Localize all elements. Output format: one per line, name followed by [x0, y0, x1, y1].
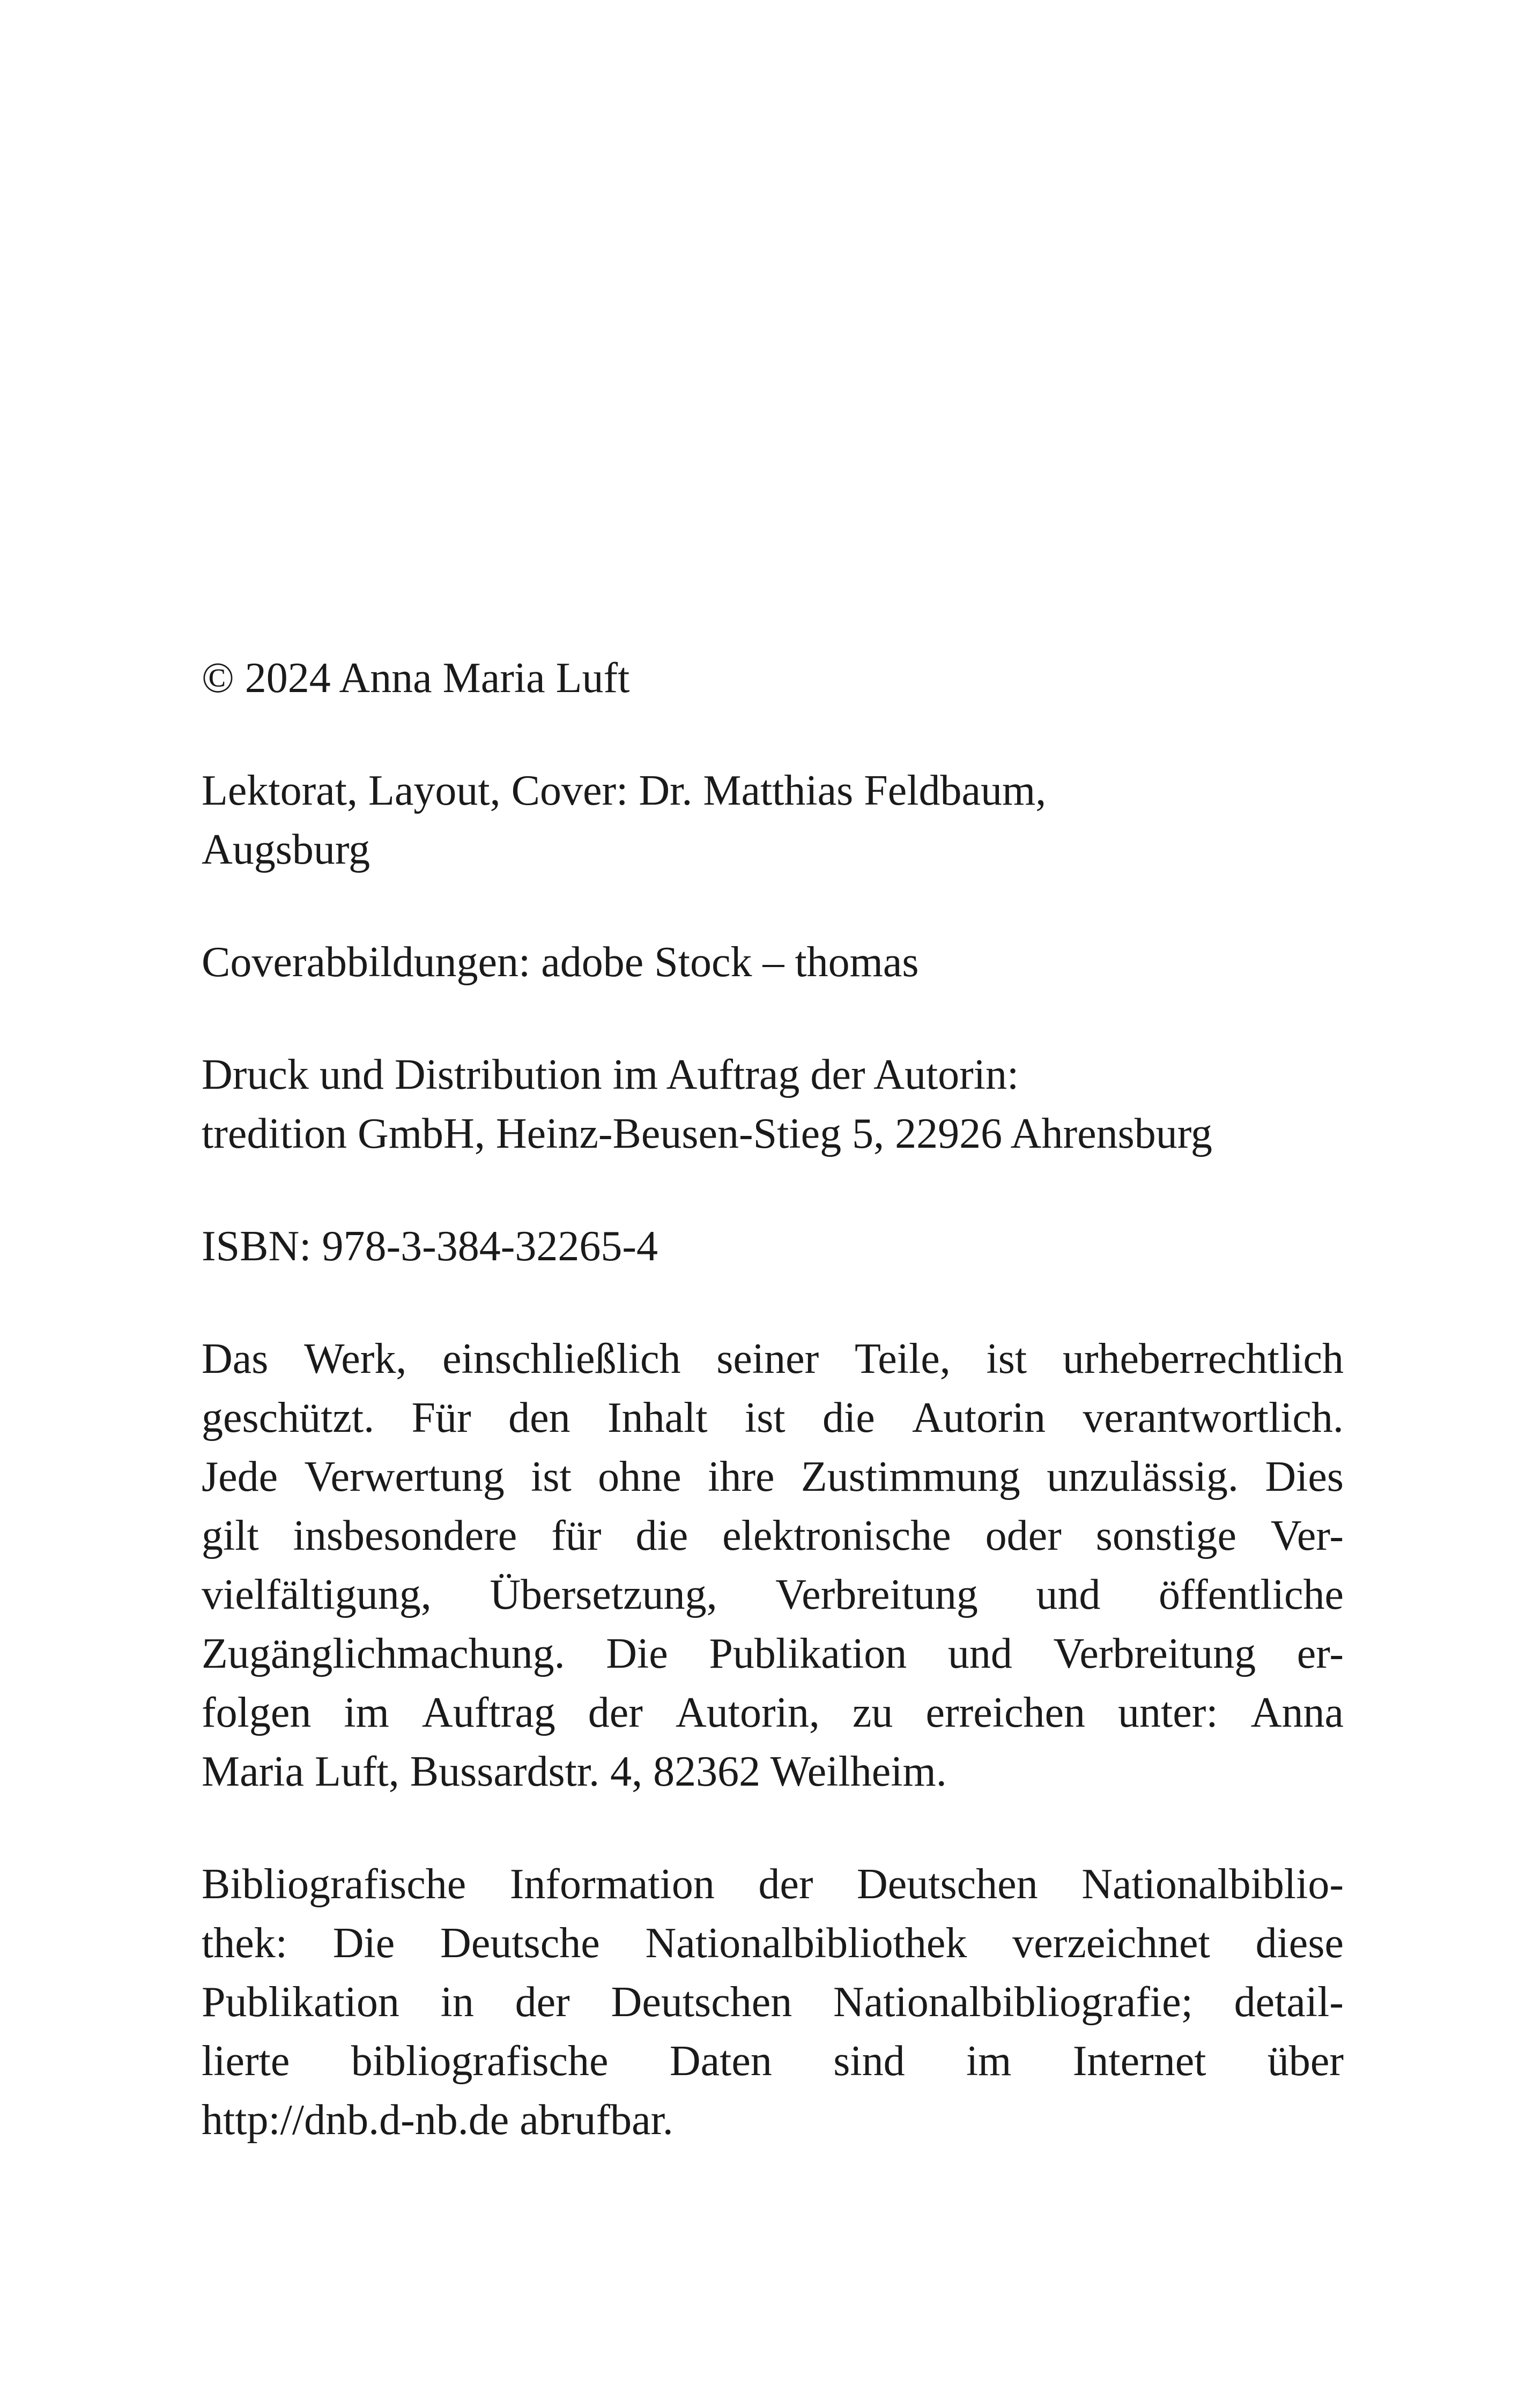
rights-line [202, 1447, 1344, 1506]
bibliography-paragraph [202, 1855, 1344, 2150]
word: Nationalbibliothek [645, 1920, 967, 1967]
word: Anna [1250, 1689, 1344, 1736]
word: der [515, 1979, 570, 2026]
word: verantwortlich. [1083, 1394, 1344, 1441]
word: Verbreitung [1053, 1630, 1256, 1677]
word: unter: [1118, 1689, 1218, 1736]
word: einschließlich [442, 1335, 681, 1383]
word: lierte [202, 2038, 290, 2085]
word: im [344, 1689, 389, 1736]
credits-paragraph [202, 761, 1344, 879]
rights-line [202, 1624, 1344, 1683]
word: urheberrechtlich [1062, 1335, 1344, 1383]
rights-line [202, 1388, 1344, 1447]
word: thek: [202, 1920, 287, 1967]
word: elektronische [722, 1512, 951, 1559]
word: Werk, [304, 1335, 407, 1383]
rights-paragraph [202, 1329, 1344, 1801]
word: Das [202, 1335, 269, 1383]
word: Deutschen [857, 1861, 1038, 1908]
word: gilt [202, 1512, 259, 1559]
imprint-text-block [202, 649, 1344, 2203]
word: zu [852, 1689, 893, 1736]
word: Dies [1265, 1453, 1344, 1500]
word: den [508, 1394, 570, 1441]
word: die [635, 1512, 688, 1559]
copyright-line: © 2024 Anna Maria Luft [202, 655, 630, 702]
bibliography-line [202, 1973, 1344, 2032]
word: vielfältigung, [202, 1571, 432, 1618]
word: Inhalt [607, 1394, 708, 1441]
word: und [947, 1630, 1012, 1677]
credits-line-1: Lektorat, Layout, Cover: Dr. Matthias Feldbaum, [202, 767, 1047, 814]
word: für [551, 1512, 602, 1559]
word: folgen [202, 1689, 312, 1736]
distribution-paragraph [202, 1045, 1344, 1163]
word: Information [509, 1861, 715, 1908]
rights-line [202, 1506, 1344, 1565]
word: ist [986, 1335, 1027, 1383]
word: sonstige [1095, 1512, 1236, 1559]
word: und [1036, 1571, 1101, 1618]
cover-images-line: Coverabbildungen: adobe Stock – thomas [202, 939, 919, 986]
word: Publikation [202, 1979, 399, 2026]
word: Ver- [1270, 1512, 1344, 1559]
word: Die [606, 1630, 668, 1677]
word: Internet [1072, 2038, 1206, 2085]
word: öffentliche [1158, 1571, 1344, 1618]
word: der [758, 1861, 813, 1908]
word: Daten [669, 2038, 772, 2085]
word: die [823, 1394, 875, 1441]
word: Autorin, [675, 1689, 820, 1736]
word: in [440, 1979, 474, 2026]
rights-line [202, 1565, 1344, 1624]
distribution-line-1: Druck und Distribution im Auftrag der Autorin: [202, 1051, 1019, 1098]
word: Nationalbibliografie; [833, 1979, 1193, 2026]
rights-last-line: Maria Luft, Bussardstr. 4, 82362 Weilheim. [202, 1748, 947, 1795]
cover-images-paragraph [202, 933, 1344, 992]
word: Nationalbiblio- [1081, 1861, 1344, 1908]
bibliography-line [202, 1855, 1344, 1914]
word: Deutschen [611, 1979, 792, 2026]
word: sind [833, 2038, 905, 2085]
word: seiner [716, 1335, 819, 1383]
word: geschützt. [202, 1394, 375, 1441]
bibliography-line [202, 1914, 1344, 1973]
word: über [1267, 2038, 1344, 2085]
word: detail- [1234, 1979, 1344, 2026]
word: Auftrag [421, 1689, 555, 1736]
word: Die [332, 1920, 395, 1967]
word: Zugänglichmachung. [202, 1630, 565, 1677]
word: ihre [708, 1453, 775, 1500]
word: Zustimmung [801, 1453, 1020, 1500]
copyright-paragraph [202, 649, 1344, 708]
word: ist [745, 1394, 786, 1441]
word: Publikation [709, 1630, 907, 1677]
word: Verwertung [304, 1453, 505, 1500]
word: verzeichnet [1012, 1920, 1210, 1967]
rights-line [202, 1329, 1344, 1388]
credits-line-2: Augsburg [202, 826, 371, 873]
word: insbesondere [293, 1512, 517, 1559]
word: Verbreitung [775, 1571, 978, 1618]
word: ohne [598, 1453, 681, 1500]
word: ist [531, 1453, 572, 1500]
distribution-line-2: tredition GmbH, Heinz-Beusen-Stieg 5, 22926 Ahrensburg [202, 1110, 1212, 1157]
word: bibliografische [351, 2038, 609, 2085]
word: Deutsche [440, 1920, 600, 1967]
bibliography-line [202, 2032, 1344, 2091]
word: unzulässig. [1047, 1453, 1239, 1500]
word: Bibliografische [202, 1861, 466, 1908]
word: der [588, 1689, 643, 1736]
rights-line [202, 1683, 1344, 1742]
word: Für [411, 1394, 471, 1441]
isbn-line: ISBN: 978-3-384-32265-4 [202, 1223, 658, 1270]
bibliography-last-line: http://dnb.d-nb.de abrufbar. [202, 2097, 673, 2144]
word: Autorin [912, 1394, 1046, 1441]
word: oder [985, 1512, 1062, 1559]
word: er- [1296, 1630, 1344, 1677]
isbn-paragraph [202, 1217, 1344, 1276]
word: erreichen [925, 1689, 1085, 1736]
word: im [966, 2038, 1012, 2085]
word: Teile, [854, 1335, 951, 1383]
word: diese [1255, 1920, 1344, 1967]
word: Jede [202, 1453, 278, 1500]
word: Übersetzung, [490, 1571, 717, 1618]
